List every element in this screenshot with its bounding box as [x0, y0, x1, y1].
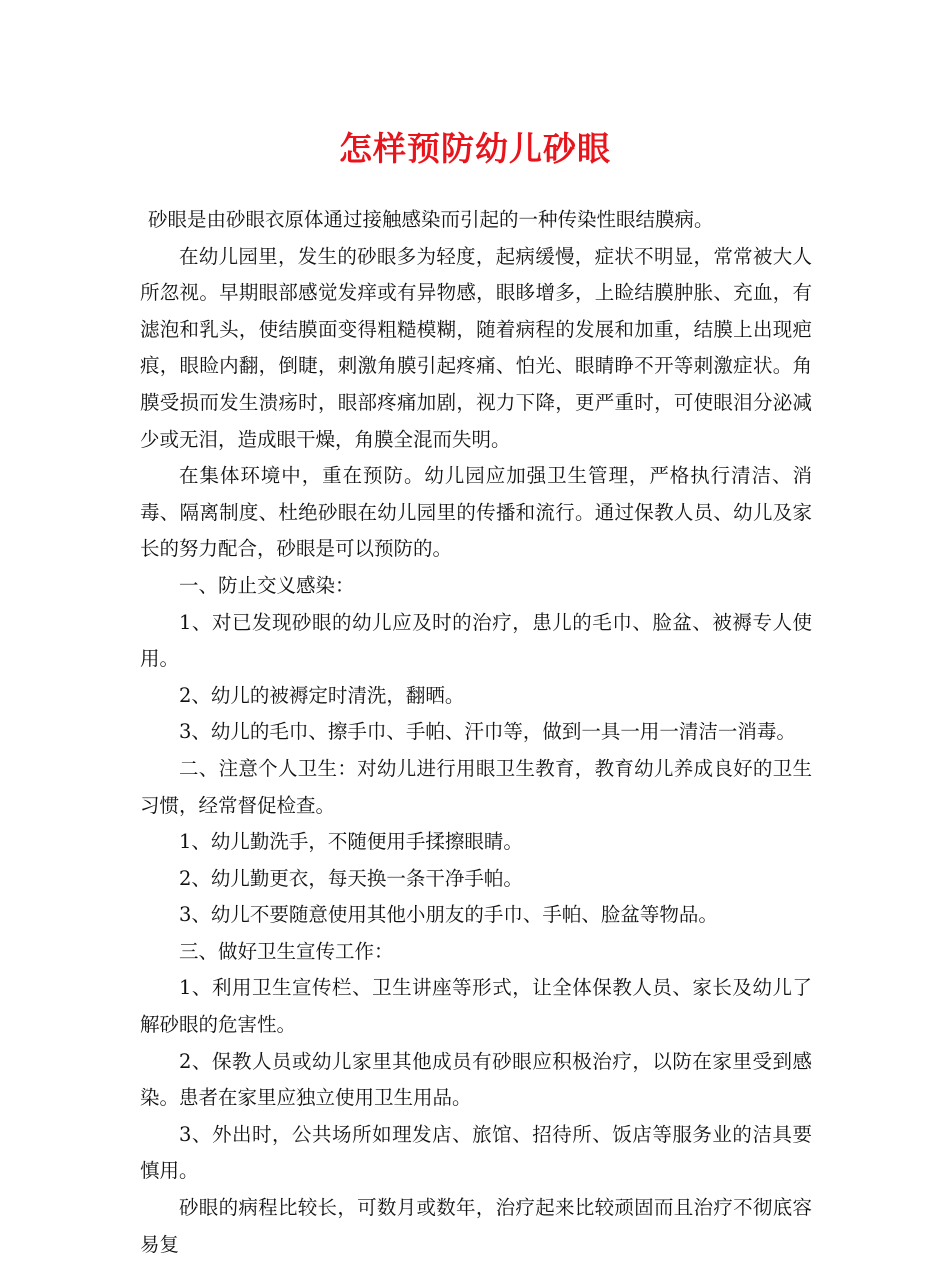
- document-body: [140, 202, 812, 1263]
- list-item: 1、利用卫生宣传栏、卫生讲座等形式，让全体保教人员、家长及幼儿了解砂眼的危害性。: [140, 976, 812, 1037]
- list-item: 3、外出时，公共场所如理发店、旅馆、招待所、饭店等服务业的洁具要慎用。: [140, 1122, 812, 1183]
- list-item: 2、保教人员或幼儿家里其他成员有砂眼应积极治疗，以防在家里受到感染。患者在家里应独立使用卫生用品。: [140, 1049, 812, 1110]
- list-item: 1、幼儿勤洗手，不随便用手揉擦眼睛。: [179, 830, 523, 854]
- section-heading-2: 二、注意个人卫生：对幼儿进行用眼卫生教育，教育幼儿养成良好的卫生习惯，经常督促检查。: [140, 756, 812, 817]
- paragraph-prevention: 在集体环境中，重在预防。幼儿园应加强卫生管理，严格执行清洁、消毒、隔离制度、杜绝砂眼在幼儿园里的传播和流行。通过保教人员、幼儿及家长的努力配合，砂眼是可以预防的。: [140, 464, 812, 561]
- document-title: 怎样预防幼儿砂眼: [339, 129, 611, 168]
- paragraph-symptoms: 在幼儿园里，发生的砂眼多为轻度，起病缓慢，症状不明显，常常被大人所忽视。早期眼部感觉发痒或有异物感，眼眵增多，上睑结膜肿胀、充血，有滤泡和乳头，使结膜面变得粗糙模糊，随着病程的发展和加重，结膜上出现疤痕，眼睑内翻，倒睫，刺激角膜引起疼痛、怕光、眼睛睁不开等刺激症状。角膜受损而发生溃疡时，眼部疼痛加剧，视力下降，更严重时，可使眼泪分泌减少或无泪，造成眼干燥，角膜全混而失明。: [140, 244, 812, 451]
- section-heading-1: 一、防止交义感染：: [179, 573, 355, 597]
- list-item: 2、幼儿勤更衣，每天换一条干净手帕。: [179, 866, 523, 890]
- list-item: 3、幼儿的毛巾、擦手巾、手帕、汗巾等，做到一具一用一清洁一消毒。: [179, 720, 796, 744]
- paragraph-closing: 砂眼的病程比较长，可数月或数年，治疗起来比较顽固而且治疗不彻底容易复: [140, 1196, 812, 1256]
- list-item: 1、对已发现砂眼的幼儿应及时的治疗，患儿的毛巾、脸盆、被褥专人使用。: [140, 610, 812, 671]
- list-item: 2、幼儿的被褥定时清洗，翻晒。: [179, 683, 465, 707]
- list-item: 3、幼儿不要随意使用其他小朋友的手巾、手帕、脸盆等物品。: [179, 903, 718, 927]
- section-heading-3: 三、做好卫生宣传工作：: [179, 939, 394, 963]
- paragraph-intro: 砂眼是由砂眼衣原体通过接触感染而引起的一种传染性眼结膜病。: [148, 208, 714, 231]
